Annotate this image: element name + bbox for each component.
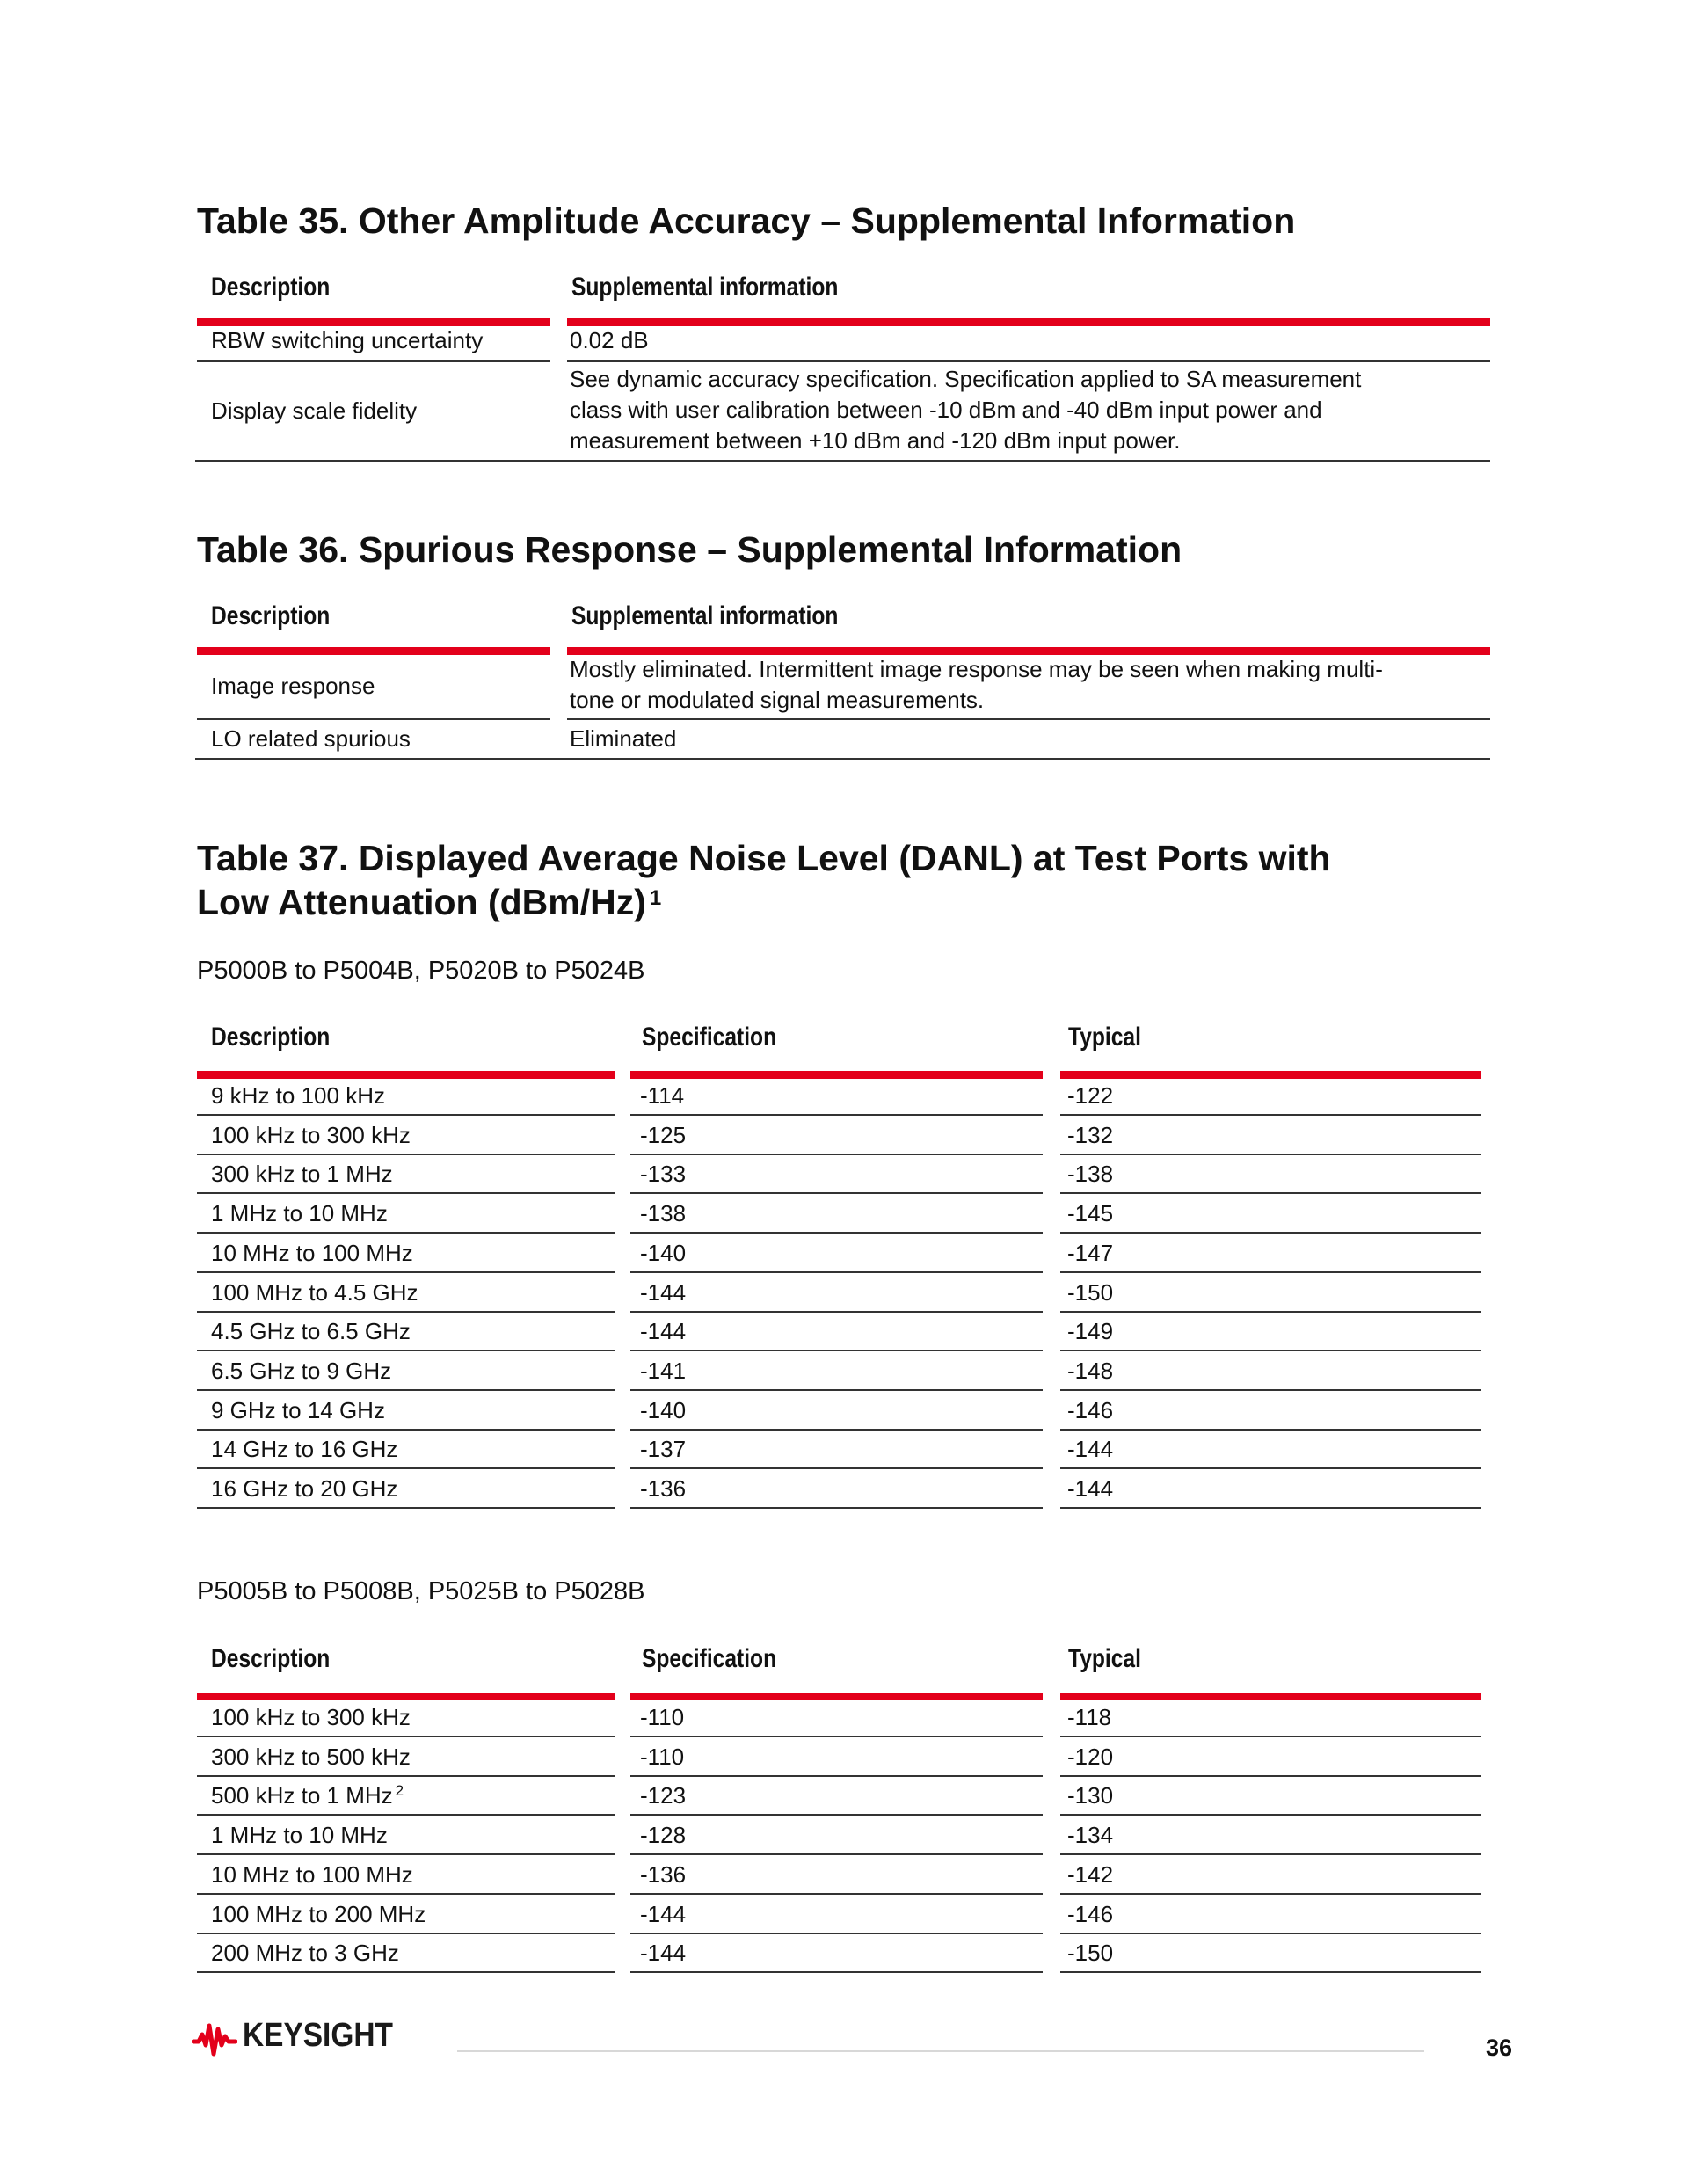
table-36-row-1-info bbox=[570, 654, 1383, 716]
cell-specification bbox=[640, 1278, 686, 1308]
cell-typical bbox=[1067, 1238, 1113, 1269]
row-divider bbox=[567, 718, 1490, 720]
row-divider bbox=[197, 1350, 615, 1351]
cell-typical bbox=[1067, 1899, 1113, 1930]
row-divider bbox=[1060, 1507, 1481, 1509]
info-line: class with user calibration between -10 dBm and -40 dBm input power and bbox=[570, 397, 1322, 423]
cell-text: -133 bbox=[640, 1161, 687, 1188]
row-divider bbox=[1060, 1114, 1481, 1116]
cell-typical bbox=[1067, 1159, 1113, 1190]
cell-text: 16 GHz to 20 GHz bbox=[211, 1475, 398, 1502]
cell-text: 14 GHz to 16 GHz bbox=[211, 1436, 398, 1463]
info-line: tone or modulated signal measurements. bbox=[570, 687, 985, 713]
cell-specification bbox=[640, 1434, 686, 1465]
page-number: 36 bbox=[1486, 2035, 1513, 2061]
cell-typical bbox=[1067, 1356, 1113, 1387]
cell-text: -148 bbox=[1067, 1357, 1114, 1384]
row-divider bbox=[630, 1389, 1043, 1391]
cell-text: -144 bbox=[1067, 1436, 1114, 1463]
danl-2-header-typical: Typical bbox=[1068, 1644, 1141, 1673]
cell-text: -138 bbox=[640, 1200, 687, 1227]
cell-description bbox=[211, 1474, 397, 1504]
cell-text: 300 kHz to 500 kHz bbox=[211, 1743, 411, 1770]
cell-text: 1 MHz to 10 MHz bbox=[211, 1200, 388, 1227]
cell-text: -142 bbox=[1067, 1860, 1114, 1888]
cell-text: 100 kHz to 300 kHz bbox=[211, 1704, 411, 1730]
cell-specification bbox=[640, 1198, 686, 1229]
cell-text: 500 kHz to 1 MHz bbox=[211, 1782, 393, 1809]
row-divider bbox=[197, 1853, 615, 1855]
cell-description bbox=[211, 1860, 413, 1890]
cell-text: -138 bbox=[1067, 1161, 1114, 1188]
cell-text: 200 MHz to 3 GHz bbox=[211, 1940, 399, 1967]
row-divider bbox=[630, 1429, 1043, 1431]
row-divider bbox=[1060, 1814, 1481, 1816]
cell-typical bbox=[1067, 1120, 1113, 1151]
row-divider bbox=[1060, 1429, 1481, 1431]
danl-2-header-rule bbox=[630, 1693, 1043, 1700]
cell-description bbox=[211, 1395, 385, 1426]
row-divider bbox=[630, 1814, 1043, 1816]
cell-description bbox=[211, 1938, 399, 1969]
cell-text: -136 bbox=[640, 1860, 687, 1888]
row-divider bbox=[197, 1893, 615, 1895]
cell-specification bbox=[640, 1702, 684, 1733]
row-divider bbox=[630, 1350, 1043, 1351]
cell-text: -123 bbox=[640, 1782, 687, 1809]
table-37-title bbox=[197, 836, 1498, 924]
row-divider bbox=[567, 360, 1490, 362]
row-divider bbox=[1060, 1971, 1481, 1973]
row-divider bbox=[197, 1933, 615, 1934]
cell-text: -140 bbox=[640, 1239, 687, 1266]
table-35-header-description: Description bbox=[211, 273, 331, 302]
cell-typical bbox=[1067, 1820, 1113, 1851]
cell-text: -146 bbox=[1067, 1396, 1114, 1423]
row-divider bbox=[630, 1775, 1043, 1777]
cell-description bbox=[211, 1702, 411, 1733]
table-35-header-info: Supplemental information bbox=[571, 273, 839, 302]
row-divider bbox=[1060, 1311, 1481, 1313]
row-divider bbox=[630, 1311, 1043, 1313]
cell-description bbox=[211, 1899, 426, 1930]
row-divider bbox=[197, 1736, 615, 1737]
cell-specification bbox=[640, 1820, 686, 1851]
table-35-row-2-info bbox=[570, 364, 1361, 456]
cell-typical bbox=[1067, 1278, 1113, 1308]
row-divider bbox=[630, 1154, 1043, 1155]
row-divider bbox=[1060, 1933, 1481, 1934]
row-divider bbox=[197, 1114, 615, 1116]
cell-text: 9 kHz to 100 kHz bbox=[211, 1082, 385, 1109]
group-2-subtitle: P5005B to P5008B, P5025B to P5028B bbox=[197, 1577, 645, 1605]
info-line: Mostly eliminated. Intermittent image response may be seen when making multi- bbox=[570, 656, 1383, 682]
cell-description bbox=[211, 1316, 411, 1347]
cell-typical bbox=[1067, 1702, 1111, 1733]
cell-description bbox=[211, 1820, 388, 1851]
danl-2-header-rule bbox=[1060, 1693, 1481, 1700]
row-divider bbox=[197, 1775, 615, 1777]
row-divider bbox=[630, 1507, 1043, 1509]
table-36-row-2-description: LO related spurious bbox=[211, 725, 411, 752]
cell-text: -114 bbox=[640, 1082, 685, 1109]
table-36-bottom-rule bbox=[195, 758, 1490, 760]
cell-specification bbox=[640, 1780, 686, 1811]
cell-specification bbox=[640, 1938, 686, 1969]
cell-text: 9 GHz to 14 GHz bbox=[211, 1396, 385, 1423]
title-line: Table 37. Displayed Average Noise Level (DANL) at Test Ports with bbox=[197, 838, 1331, 878]
cell-specification bbox=[640, 1860, 686, 1890]
cell-typical bbox=[1067, 1198, 1113, 1229]
row-divider bbox=[630, 1853, 1043, 1855]
cell-text: -149 bbox=[1067, 1318, 1114, 1345]
row-divider bbox=[630, 1192, 1043, 1194]
cell-text: 4.5 GHz to 6.5 GHz bbox=[211, 1318, 411, 1345]
danl-2-header-description: Description bbox=[211, 1644, 331, 1673]
cell-text: -122 bbox=[1067, 1082, 1114, 1109]
cell-typical bbox=[1067, 1434, 1113, 1465]
row-divider bbox=[1060, 1154, 1481, 1155]
cell-text: -146 bbox=[1067, 1900, 1114, 1927]
table-36-header-info: Supplemental information bbox=[571, 601, 839, 630]
cell-typical bbox=[1067, 1938, 1113, 1969]
cell-text: -144 bbox=[640, 1900, 687, 1927]
cell-description bbox=[211, 1278, 418, 1308]
cell-specification bbox=[640, 1238, 686, 1269]
cell-text: -137 bbox=[640, 1436, 687, 1463]
row-divider bbox=[1060, 1192, 1481, 1194]
row-divider bbox=[197, 1389, 615, 1391]
cell-text: -140 bbox=[640, 1396, 687, 1423]
table-35-title: Table 35. Other Amplitude Accuracy – Supplemental Information bbox=[197, 200, 1296, 241]
row-divider bbox=[630, 1736, 1043, 1737]
row-divider bbox=[630, 1271, 1043, 1273]
row-divider bbox=[1060, 1467, 1481, 1469]
danl-1-header-description: Description bbox=[211, 1023, 331, 1052]
table-36-title: Table 36. Spurious Response – Supplemental Information bbox=[197, 529, 1182, 570]
cell-text: 100 MHz to 4.5 GHz bbox=[211, 1278, 418, 1306]
danl-1-header-rule bbox=[1060, 1071, 1481, 1079]
row-divider bbox=[1060, 1232, 1481, 1234]
cell-typical bbox=[1067, 1860, 1113, 1890]
cell-specification bbox=[640, 1081, 684, 1111]
cell-typical bbox=[1067, 1742, 1113, 1773]
table-35-header-rule bbox=[567, 318, 1490, 326]
cell-text: -144 bbox=[640, 1940, 687, 1967]
row-divider bbox=[630, 1971, 1043, 1973]
cell-description bbox=[211, 1198, 388, 1229]
group-1-subtitle: P5000B to P5004B, P5020B to P5024B bbox=[197, 957, 645, 985]
row-divider bbox=[197, 1467, 615, 1469]
brand-logo-text: KEYSIGHT bbox=[243, 2017, 393, 2054]
row-divider bbox=[197, 1154, 615, 1155]
cell-text: 6.5 GHz to 9 GHz bbox=[211, 1357, 392, 1384]
title-line bbox=[197, 880, 1498, 924]
cell-text: -120 bbox=[1067, 1743, 1114, 1770]
footnote-marker: 2 bbox=[395, 1782, 404, 1800]
row-divider bbox=[1060, 1389, 1481, 1391]
cell-description bbox=[211, 1081, 385, 1111]
row-divider bbox=[630, 1893, 1043, 1895]
cell-typical bbox=[1067, 1081, 1113, 1111]
cell-typical bbox=[1067, 1316, 1113, 1347]
info-line: measurement between +10 dBm and -120 dBm input power. bbox=[570, 427, 1181, 454]
title-text: Low Attenuation (dBm/Hz) bbox=[197, 882, 646, 922]
cell-text: -110 bbox=[640, 1704, 685, 1730]
row-divider bbox=[1060, 1271, 1481, 1273]
row-divider bbox=[197, 1507, 615, 1509]
cell-text: 10 MHz to 100 MHz bbox=[211, 1860, 413, 1888]
cell-text: -125 bbox=[640, 1121, 687, 1148]
cell-text: 1 MHz to 10 MHz bbox=[211, 1822, 388, 1849]
row-divider bbox=[630, 1232, 1043, 1234]
cell-text: -141 bbox=[640, 1357, 687, 1384]
cell-typical bbox=[1067, 1395, 1113, 1426]
table-36-header-description: Description bbox=[211, 601, 331, 630]
cell-specification bbox=[640, 1742, 684, 1773]
cell-description bbox=[211, 1238, 413, 1269]
table-36-row-1-description: Image response bbox=[211, 673, 375, 699]
row-divider bbox=[630, 1933, 1043, 1934]
cell-description bbox=[211, 1356, 391, 1387]
cell-specification bbox=[640, 1316, 686, 1347]
cell-specification bbox=[640, 1356, 686, 1387]
row-divider bbox=[197, 1429, 615, 1431]
danl-2-header-rule bbox=[197, 1693, 615, 1700]
cell-description bbox=[211, 1159, 393, 1190]
row-divider bbox=[1060, 1893, 1481, 1895]
row-divider bbox=[197, 1271, 615, 1273]
table-35-row-1-info: 0.02 dB bbox=[570, 327, 649, 353]
cell-typical bbox=[1067, 1780, 1113, 1811]
keysight-wave-icon bbox=[192, 2019, 237, 2059]
danl-1-header-specification: Specification bbox=[642, 1023, 777, 1052]
row-divider bbox=[197, 1192, 615, 1194]
table-35-row-2-description: Display scale fidelity bbox=[211, 397, 418, 424]
cell-description bbox=[211, 1434, 397, 1465]
row-divider bbox=[197, 1971, 615, 1973]
info-line: See dynamic accuracy specification. Specification applied to SA measurement bbox=[570, 366, 1362, 392]
cell-text: -130 bbox=[1067, 1782, 1114, 1809]
cell-text: -118 bbox=[1067, 1704, 1112, 1730]
cell-text: -144 bbox=[640, 1318, 687, 1345]
row-divider bbox=[1060, 1350, 1481, 1351]
cell-text: -110 bbox=[640, 1743, 685, 1770]
cell-text: -128 bbox=[640, 1822, 687, 1849]
cell-typical bbox=[1067, 1474, 1113, 1504]
row-divider bbox=[197, 1814, 615, 1816]
cell-specification bbox=[640, 1120, 686, 1151]
cell-specification bbox=[640, 1159, 686, 1190]
cell-description bbox=[211, 1120, 411, 1151]
cell-text: -144 bbox=[640, 1278, 687, 1306]
cell-text: -147 bbox=[1067, 1239, 1114, 1266]
row-divider bbox=[197, 1311, 615, 1313]
cell-specification bbox=[640, 1474, 686, 1504]
row-divider bbox=[197, 718, 550, 720]
table-36-header-rule bbox=[197, 647, 550, 655]
cell-text: 100 MHz to 200 MHz bbox=[211, 1900, 426, 1927]
cell-text: -145 bbox=[1067, 1200, 1114, 1227]
danl-1-header-rule bbox=[630, 1071, 1043, 1079]
cell-text: -144 bbox=[1067, 1475, 1114, 1502]
row-divider bbox=[1060, 1775, 1481, 1777]
row-divider bbox=[1060, 1736, 1481, 1737]
cell-description bbox=[211, 1742, 411, 1773]
footer-divider bbox=[457, 2050, 1424, 2052]
cell-text: -134 bbox=[1067, 1822, 1114, 1849]
cell-text: 300 kHz to 1 MHz bbox=[211, 1161, 393, 1188]
cell-text: -150 bbox=[1067, 1940, 1114, 1967]
cell-text: -150 bbox=[1067, 1278, 1114, 1306]
danl-1-header-typical: Typical bbox=[1068, 1023, 1141, 1052]
cell-text: 100 kHz to 300 kHz bbox=[211, 1121, 411, 1148]
footnote-marker: 1 bbox=[649, 886, 662, 910]
row-divider bbox=[630, 1467, 1043, 1469]
cell-text: -136 bbox=[640, 1475, 687, 1502]
cell-text: 10 MHz to 100 MHz bbox=[211, 1239, 413, 1266]
cell-specification bbox=[640, 1899, 686, 1930]
danl-1-header-rule bbox=[197, 1071, 615, 1079]
table-35-row-1-description: RBW switching uncertainty bbox=[211, 327, 484, 353]
cell-specification bbox=[640, 1395, 686, 1426]
table-36-row-2-info: Eliminated bbox=[570, 725, 677, 752]
row-divider bbox=[1060, 1853, 1481, 1855]
row-divider bbox=[197, 360, 550, 362]
table-35-bottom-rule bbox=[195, 460, 1490, 462]
danl-2-header-specification: Specification bbox=[642, 1644, 777, 1673]
cell-description bbox=[211, 1780, 404, 1811]
cell-text: -132 bbox=[1067, 1121, 1114, 1148]
row-divider bbox=[197, 1232, 615, 1234]
row-divider bbox=[630, 1114, 1043, 1116]
